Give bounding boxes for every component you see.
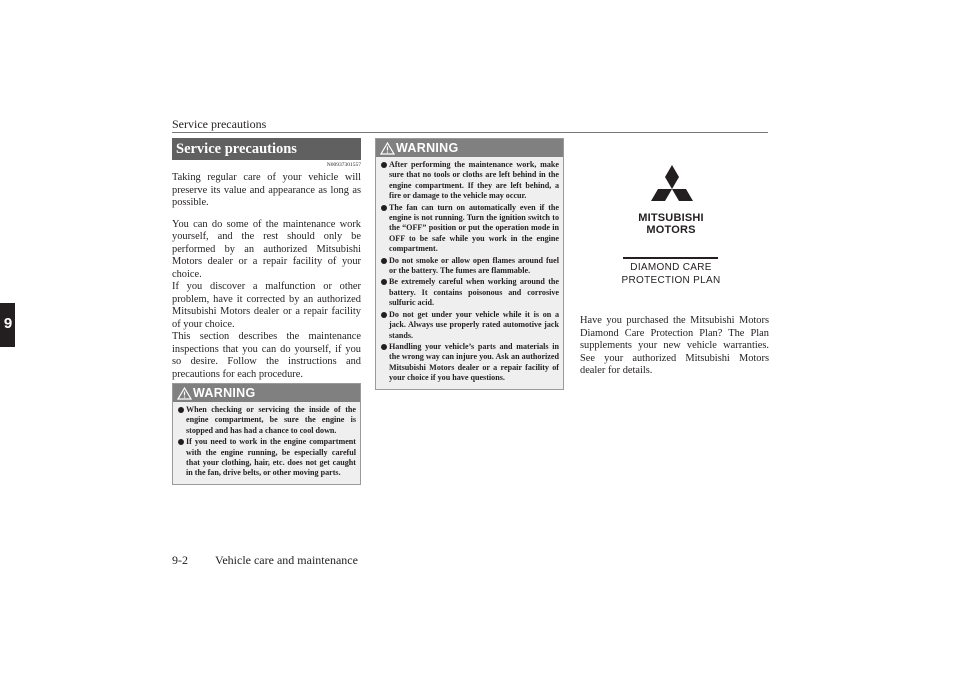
warning-triangle-icon (177, 387, 192, 400)
bullet-icon (178, 439, 184, 445)
footer-page-number: 9-2 (172, 553, 188, 567)
warning-item: The fan can turn on automatically even if the engine is not running. Turn the ignition switch to the “OFF” position or put the operation mode in OFF to be safe while you work in the engine compartment. (381, 203, 559, 255)
warning-list (173, 402, 360, 484)
warning-box-engine-compartment (375, 138, 564, 390)
warning-item: When checking or servicing the inside of the engine compartment, be sure the engine is stopped and has had a chance to cool down. (178, 405, 356, 436)
warning-header (173, 384, 360, 402)
warning-label: WARNING (193, 386, 256, 400)
warning-item: Be extremely careful when working around the battery. It contains poisonous and corrosive sulfuric acid. (381, 277, 559, 308)
malfunction-paragraph: If you discover a malfunction or other problem, have it corrected by an authorized Mitsubishi Motors dealer or a repair facility of your choice. (172, 281, 361, 330)
warning-item: Handling your vehicle’s parts and materials in the wrong way can injure you. Ask an authorized Mitsubishi Motors dealer or a repair facility of your choice if you have questions. (381, 342, 559, 384)
warning-list (376, 157, 563, 389)
self-maintenance-paragraph: You can do some of the maintenance work yourself, and the rest should only be performed by an authorized Mitsubishi Motors dealer or a repair facility of your choice. (172, 218, 361, 280)
warning-item: Do not get under your vehicle while it is on a jack. Always use properly rated automotive jack stands. (381, 310, 559, 341)
intro-column (172, 138, 361, 381)
diamond-care-paragraph: Have you purchased the Mitsubishi Motors Diamond Care Protection Plan? The Plan supplements your new vehicle warranties. See your authorized Mitsubishi Motors dealer for details. (580, 315, 769, 376)
warning-item: Do not smoke or allow open flames around fuel or the battery. The fumes are flammable. (381, 256, 559, 277)
logo-brand-line1: MITSUBISHI (638, 212, 704, 224)
bullet-icon (381, 205, 387, 211)
section-scope-paragraph: This section describes the maintenance inspections that you can do yourself, if you so desire. Follow the instructions and precautions for each procedure. (172, 331, 361, 380)
logo-plan-line1: DIAMOND CARE (630, 262, 712, 273)
bullet-icon (178, 407, 184, 413)
header-rule (172, 132, 768, 133)
chapter-tab-number: 9 (3, 315, 13, 332)
logo-plan-line2: PROTECTION PLAN (621, 275, 721, 286)
warning-box-engine-check (172, 383, 361, 485)
running-head-title: Service precautions (172, 117, 267, 131)
intro-paragraph: Taking regular care of your vehicle will preserve its value and appearance as long as possible. (172, 172, 361, 208)
section-title: Service precautions (172, 138, 361, 160)
warning-item: If you need to work in the engine compartment with the engine running, be especially careful that your clothing, hair, etc. does not get caught in the fan, drive belts, or other moving parts. (178, 437, 356, 479)
logo-brand-line2: MOTORS (646, 224, 696, 236)
bullet-icon (381, 162, 387, 168)
bullet-icon (381, 279, 387, 285)
bullet-icon (381, 258, 387, 264)
footer-chapter-title: Vehicle care and maintenance (215, 553, 358, 567)
warning-item: After performing the maintenance work, make sure that no tools or cloths are left behind in the engine compartment. If they are left behind, a fire or damage to the vehicle may occur. (381, 160, 559, 202)
diamond-care-column (580, 315, 769, 378)
bullet-icon (381, 344, 387, 350)
warning-triangle-icon (380, 142, 395, 155)
warning-header (376, 139, 563, 157)
bullet-icon (381, 312, 387, 318)
section-code: N00937301557 (326, 162, 361, 168)
mitsubishi-three-diamonds-logo (620, 163, 724, 213)
warning-label: WARNING (396, 141, 459, 155)
logo-divider (623, 257, 718, 259)
